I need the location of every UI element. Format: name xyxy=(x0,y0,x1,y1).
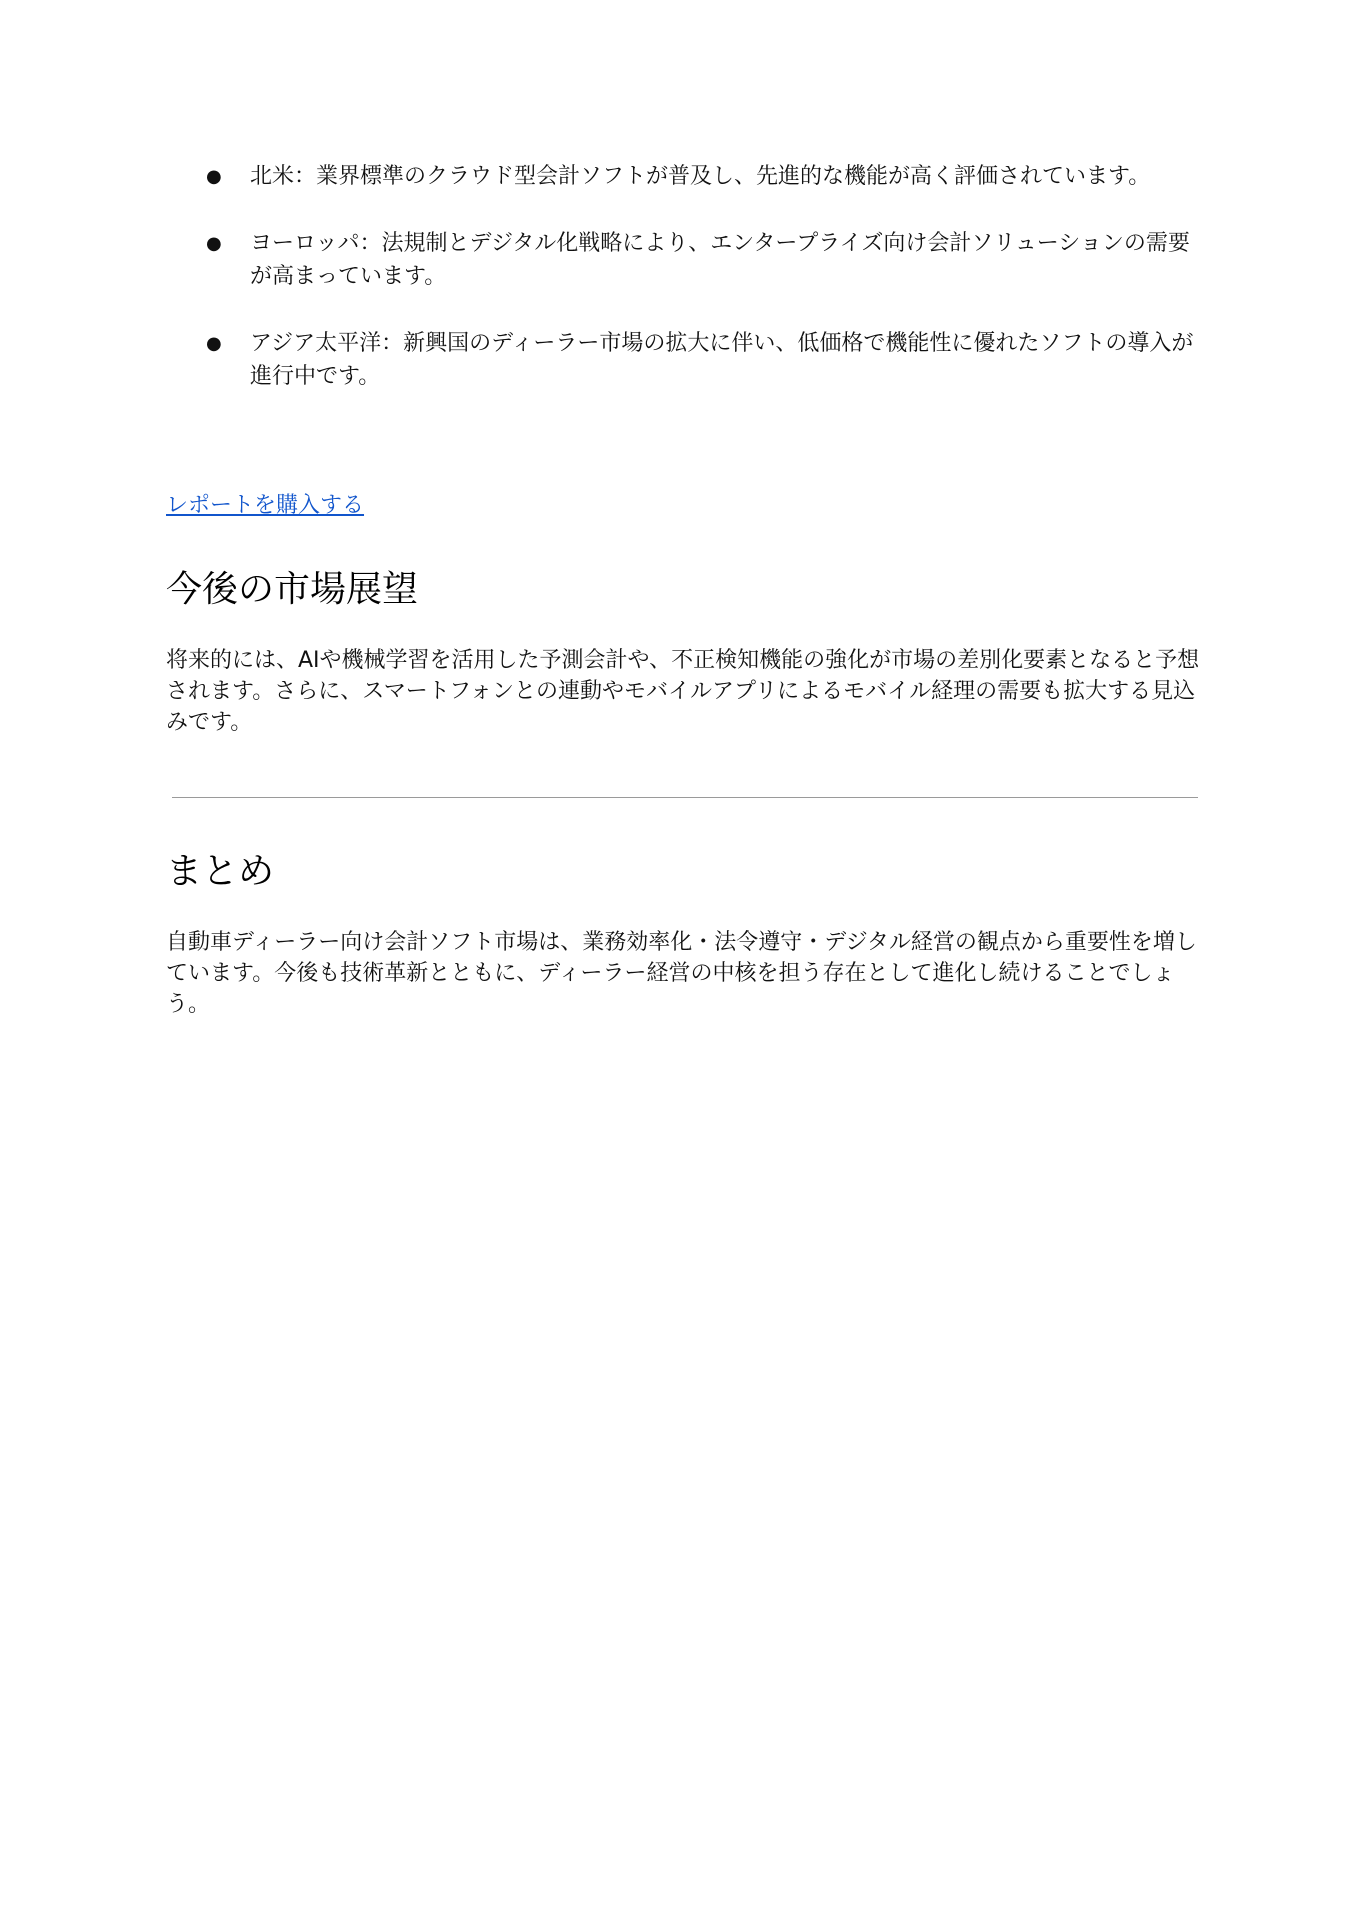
outlook-paragraph: 将来的には、AIや機械学習を活用した予測会計や、不正検知機能の強化が市場の差別化要素となると予想されます。さらに、スマートフォンとの連動やモバイルアプリによるモバイル経理の需要も拡大する見込みです。 xyxy=(166,648,1200,735)
list-item-north-america xyxy=(206,160,1200,193)
bullet-icon: ● xyxy=(206,333,222,354)
list-item-text: 北米：業界標準のクラウド型会計ソフトが普及し、先進的な機能が高く評価されています。 xyxy=(250,164,1151,189)
buy-report-link[interactable]: レポートを購入する xyxy=(166,493,365,518)
region-bullet-list xyxy=(206,160,1206,427)
summary-heading: まとめ xyxy=(166,851,275,892)
list-item-text: アジア太平洋：新興国のディーラー市場の拡大に伴い、低価格で機能性に優れたソフトの導入が進行中です。 xyxy=(250,331,1194,389)
list-item-europe xyxy=(206,227,1200,293)
outlook-heading: 今後の市場展望 xyxy=(166,569,419,610)
summary-paragraph: 自動車ディーラー向け会計ソフト市場は、業務効率化・法令遵守・デジタル経営の観点から重要性を増しています。今後も技術革新とともに、ディーラー経営の中核を担う存在として進化し続けることでしょう。 xyxy=(166,930,1197,1017)
list-item-text: ヨーロッパ：法規制とデジタル化戦略により、エンタープライズ向け会計ソリューションの需要が高まっています。 xyxy=(250,231,1190,289)
list-item-asia-pacific xyxy=(206,327,1200,393)
bullet-icon: ● xyxy=(206,233,222,254)
section-divider xyxy=(172,797,1198,798)
bullet-icon: ● xyxy=(206,166,222,187)
